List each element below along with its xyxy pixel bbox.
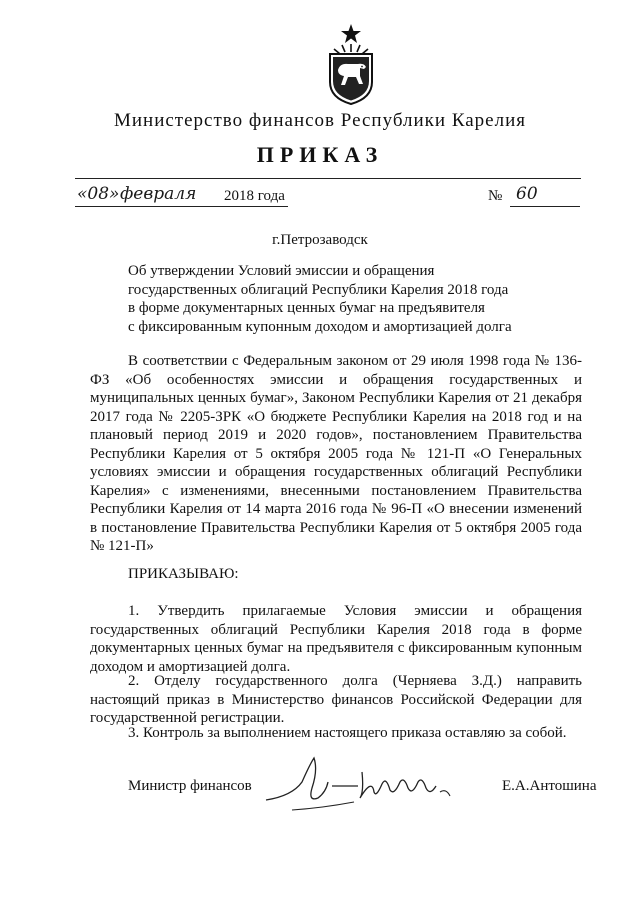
decree-word: ПРИКАЗЫВАЮ: <box>128 566 239 582</box>
signer-title: Министр финансов <box>128 778 252 794</box>
subject-line: в форме документарных ценных бумаг на предъявителя <box>128 300 485 316</box>
emblem-star <box>341 24 361 43</box>
order-item-2: 2. Отделу государственного долга (Черняева З.Д.) направить настоящий приказ в Министерство финансов Российской Федерации для государственной регистрации. <box>90 673 582 726</box>
date-month: февраля <box>120 184 197 204</box>
emblem-rays <box>334 44 368 54</box>
date-year: 2018 года <box>224 188 285 204</box>
handwritten-signature <box>262 752 492 818</box>
preamble-paragraph: В соответствии с Федеральным законом от 29 июля 1998 года № 136-ФЗ «Об особенностях эмиссии и обращения государственных и муниципальных ценных бумаг», Законом Республики Карелия от 21 декабря 2017 года № 2205-ЗРК «О бюджете Республики Карелия на 2018 год и на плановый период 2019 и 2020 годов», постановлением Правительства Республики Карелия от 5 октября 2005 года № 121-П «О Генеральных условиях эмиссии и обращения государственных облигаций Республики Карелия» с изменениями, внесенными постановлением Правительства Республики Карелия от 14 марта 2016 года № 96-П «О внесении изменений в постановление Правительства Республики Карелия от 5 октября 2005 года № 121-П» <box>90 353 582 554</box>
subject-line: Об утверждении Условий эмиссии и обращения <box>128 263 435 279</box>
order-item-1: 1. Утвердить прилагаемые Условия эмиссии и обращения государственных облигаций Республики Карелия 2018 года в форме документарных ценных бумаг на предъявителя с фиксированным купонным доходом и амортизацией долга. <box>90 603 582 675</box>
subject-line: с фиксированным купонным доходом и амортизацией долга <box>128 318 512 335</box>
date-underline <box>75 206 288 207</box>
number-sign: № <box>488 188 503 204</box>
signer-name: Е.А.Антошина <box>502 778 597 794</box>
ministry-name: Министерство финансов Республики Карелия <box>113 110 527 131</box>
date-day: «08» <box>77 184 120 204</box>
order-number: 60 <box>516 184 538 204</box>
number-underline <box>510 206 580 207</box>
order-subject <box>128 262 548 336</box>
city: г.Петрозаводск <box>272 232 368 248</box>
document-type-title: ПРИКАЗ <box>256 142 384 167</box>
subject-line: государственных облигаций Республики Карелия 2018 года <box>128 281 509 298</box>
coat-of-arms-emblem <box>322 22 380 106</box>
header-divider <box>75 178 581 179</box>
date-number-line <box>0 182 640 208</box>
order-item-3: 3. Контроль за выполнением настоящего приказа оставляю за собой. <box>128 725 567 741</box>
